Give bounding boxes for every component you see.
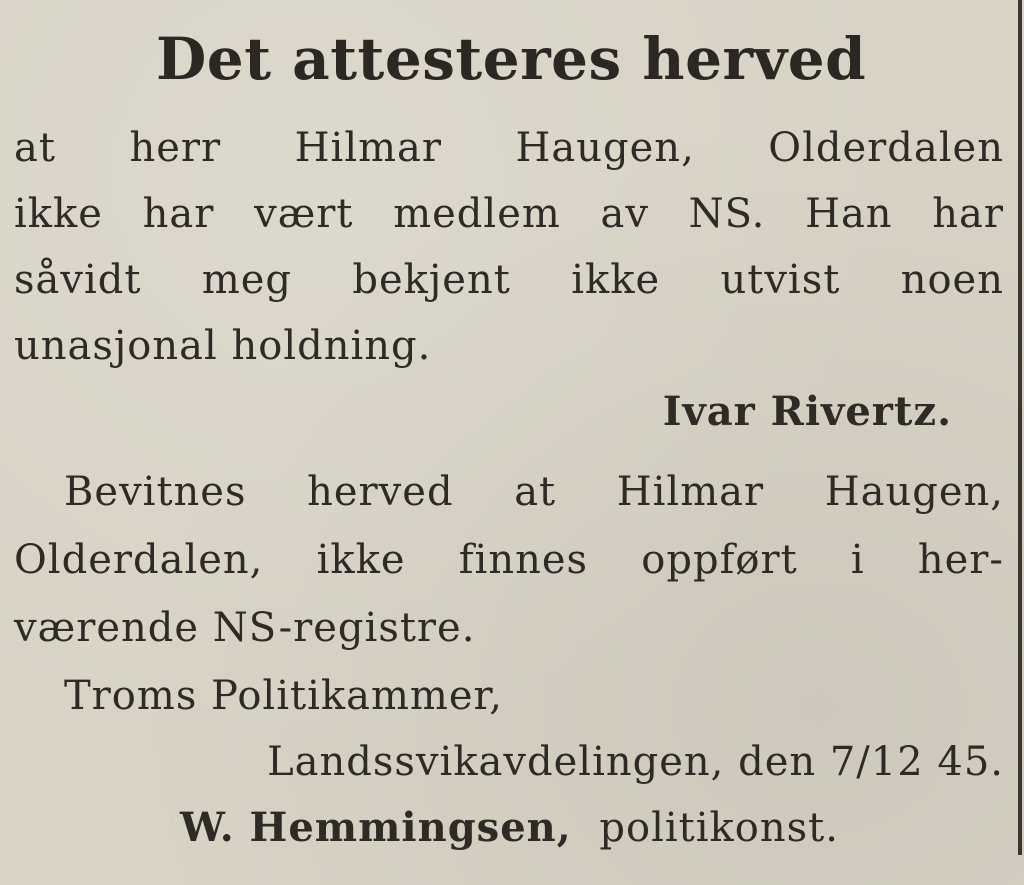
word: vært [254,191,354,237]
signature-hemmingsen [180,804,839,851]
word: NS. [688,191,766,237]
word: Olderdalen, [14,537,264,583]
paragraph2-line-1 [64,469,1004,515]
word: finnes [458,537,589,583]
word: meg [201,257,293,303]
word: Haugen, [515,125,695,171]
notice-title: Det attesteres herved [156,25,867,93]
word: Haugen, [824,469,1004,515]
word: unasjonal holdning. [14,323,432,369]
issuer-department-date: Landssvikavdelingen, den 7/12 45. [267,739,1004,785]
word: Hilmar [294,125,443,171]
word: værende NS-registre. [14,605,476,651]
word: Han [805,191,893,237]
word: ikke [571,257,661,303]
paragraph1-line-4 [14,323,432,369]
word: at [514,469,557,515]
word: medlem [393,191,561,237]
signature-ivar-rivertz: Ivar Rivertz. [662,388,952,435]
word: Olderdalen [768,125,1004,171]
paragraph2-line-3 [14,605,476,651]
word: at [14,125,56,171]
word: Hilmar [616,469,765,515]
word: noen [900,257,1004,303]
word: ikke [316,537,406,583]
word: oppført [641,537,798,583]
issuer-office: Troms Politikammer, [64,673,503,719]
word: Bevitnes [64,469,247,515]
word: av [600,191,649,237]
word: utvist [720,257,841,303]
signature-title: politikonst. [599,805,839,851]
word: herr [129,125,222,171]
paragraph1-line-1 [14,125,1004,171]
word: bekjent [352,257,511,303]
word: ikke [14,191,103,237]
paragraph1-line-2 [14,191,1004,237]
word: har [932,191,1004,237]
paragraph2-line-2 [14,537,1004,583]
word: herved [307,469,454,515]
word: i [850,537,865,583]
signature-name: W. Hemmingsen, [180,804,572,851]
word: har [142,191,215,237]
word: her- [917,537,1004,583]
paragraph1-line-3 [14,257,1004,303]
clipping-border [1018,0,1022,855]
word: såvidt [14,257,142,303]
